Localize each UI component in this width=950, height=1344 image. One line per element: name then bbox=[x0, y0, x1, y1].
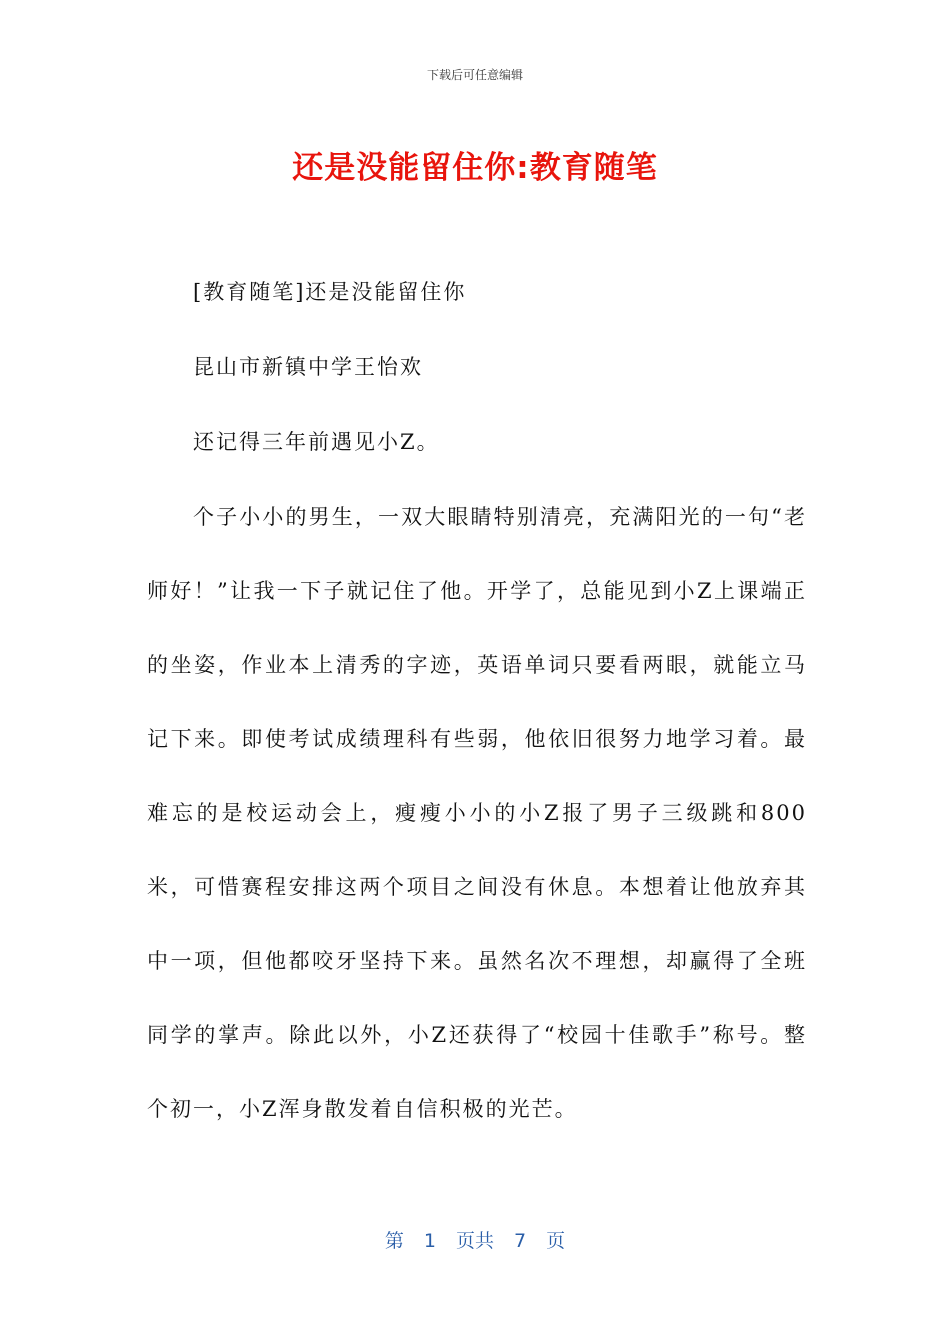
paragraph-main: 个子小小的男生，一双大眼睛特别清亮，充满阳光的一句“老师好！”让我一下子就记住了他。开学了，总能见到小Z上课端正的坐姿，作业本上清秀的字迹，英语单词只要看两眼，就能立马记下来。即使考试成绩理科有些弱，他依旧很努力地学习着。最难忘的是校运动会上，瘦瘦小小的小Z报了男子三级跳和800米，可惜赛程安排这两个项目之间没有休息。本想着让他放弃其中一项，但他都咬牙坚持下来。虽然名次不理想，却赢得了全班同学的掌声。除此以外，小Z还获得了“校园十佳歌手”称号。整个初一，小Z浑身散发着自信积极的光芒。 bbox=[147, 505, 807, 1121]
footer-page-mid: 页共 bbox=[455, 1230, 494, 1252]
paragraph-column-tag: [教育随笔]还是没能留住你 bbox=[193, 280, 467, 304]
document-body bbox=[147, 273, 807, 1183]
footer-page-suffix: 页 bbox=[546, 1230, 566, 1252]
footer-page-prefix: 第 bbox=[384, 1230, 404, 1252]
paragraph-author: 昆山市新镇中学王怡欢 bbox=[193, 355, 423, 379]
footer-current-page: 1 bbox=[423, 1230, 436, 1252]
footer-total-pages: 7 bbox=[514, 1230, 527, 1252]
document-title: 还是没能留住你:教育随笔 bbox=[292, 150, 658, 186]
paragraph-intro: 还记得三年前遇见小Z。 bbox=[193, 430, 440, 454]
header-note: 下载后可任意编辑 bbox=[426, 68, 523, 82]
page-footer bbox=[0, 1226, 950, 1253]
